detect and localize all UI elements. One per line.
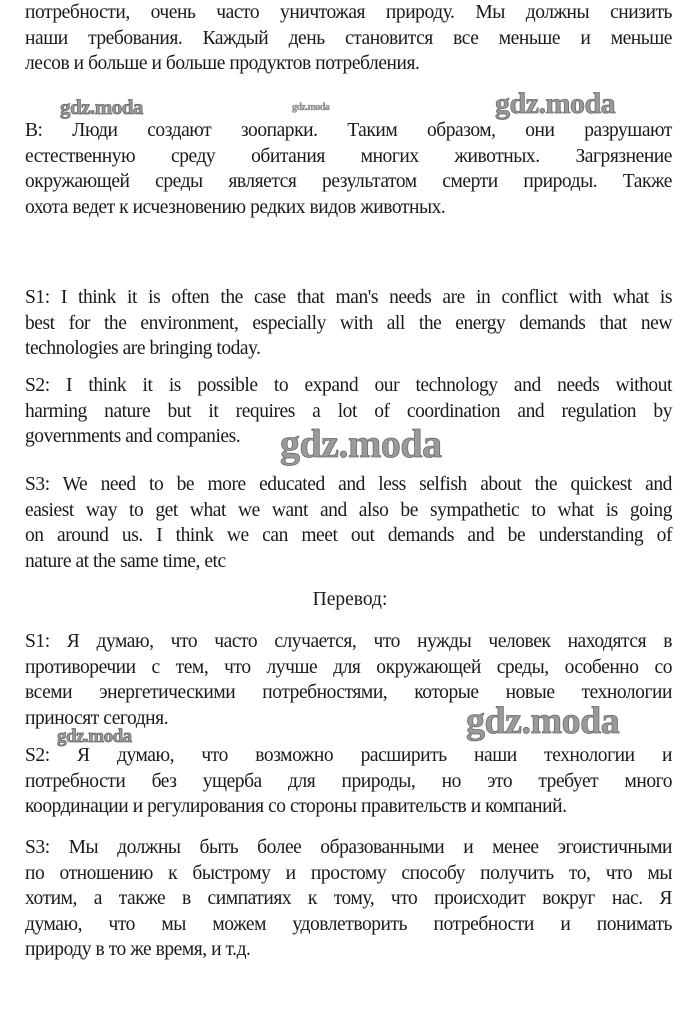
text-line: охота ведет к исчезновению редких видов животных. [25, 196, 446, 218]
paragraph-s1 [25, 285, 672, 362]
text-line: хотим, а также в симпатиях к тому, что происходит вокруг нас. Я [25, 888, 672, 909]
text-line: S1: Я думаю, что часто случается, что нужды человек находятся в [25, 631, 672, 652]
text-line: противоречии с тем, что лучше для окружающей среды, особенно со [25, 656, 672, 678]
watermark: gdz.moda [292, 102, 330, 113]
text-line: потребности без ущерба для природы, но это требует много [25, 770, 672, 792]
text-line: приносят сегодня. [25, 707, 169, 729]
watermark: gdz.moda [495, 87, 616, 120]
text-line: S2: I think it is possible to expand our technology and needs without [25, 375, 672, 396]
text-line: nature at the same time, etc [25, 550, 226, 572]
paragraph-intro [25, 0, 672, 77]
text-line: S2: Я думаю, что возможно расширить наши технологии и [25, 745, 672, 766]
text-line: В: Люди создают зоопарки. Таким образом, они разрушают [25, 120, 672, 141]
watermark: gdz.moda [280, 421, 442, 466]
text-line: S3: Мы должны быть более образованными и менее эгоистичными [25, 837, 672, 858]
text-line: harming nature but it requires a lot of coordination and regulation by [25, 400, 672, 422]
paragraph-b [25, 118, 672, 220]
text-line: потребности, очень часто уничтожая природу. Мы должны снизить [25, 2, 672, 23]
text-line: S3: We need to be more educated and less selfish about the quickest and [25, 474, 672, 495]
text-line: best for the environment, especially with all the energy demands that new [25, 312, 672, 334]
text-line: on around us. I think we can meet out demands and be understanding of [25, 525, 672, 546]
text-line: наши требования. Каждый день становится все меньше и меньше [25, 27, 672, 49]
text-line: S1: I think it is often the case that man's needs are in conflict with what is [25, 287, 672, 308]
translation-heading: Перевод: [312, 589, 388, 610]
text-line: природу в то же время, и т.д. [25, 939, 251, 960]
text-line: по отношению к быстрому и простому способу получить то, что мы [25, 862, 672, 884]
paragraph-s3-translation [25, 835, 672, 963]
paragraph-s3 [25, 472, 672, 574]
watermark: gdz.moda [466, 700, 620, 742]
text-line: окружающей среды является результатом смерти природы. Также [25, 171, 672, 192]
text-line: technologies are bringing today. [25, 338, 261, 359]
watermark: gdz.moda [60, 95, 143, 119]
paragraph-s2-translation [25, 743, 672, 820]
text-line: естественную среду обитания многих животных. Загрязнение [25, 145, 672, 167]
text-line: лесов и больше и больше продуктов потребления. [25, 53, 420, 74]
text-line: governments and companies. [25, 426, 241, 447]
text-line: координации и регулирования со стороны правительств и компаний. [25, 796, 567, 817]
text-line: easiest way to get what we want and also be sympathetic to what is going [25, 499, 672, 521]
watermark: gdz.moda [57, 726, 132, 747]
text-line: всеми энергетическими потребностями, которые новые технологии [25, 682, 672, 703]
text-line: думаю, что мы можем удовлетворить потребности и понимать [25, 913, 672, 935]
